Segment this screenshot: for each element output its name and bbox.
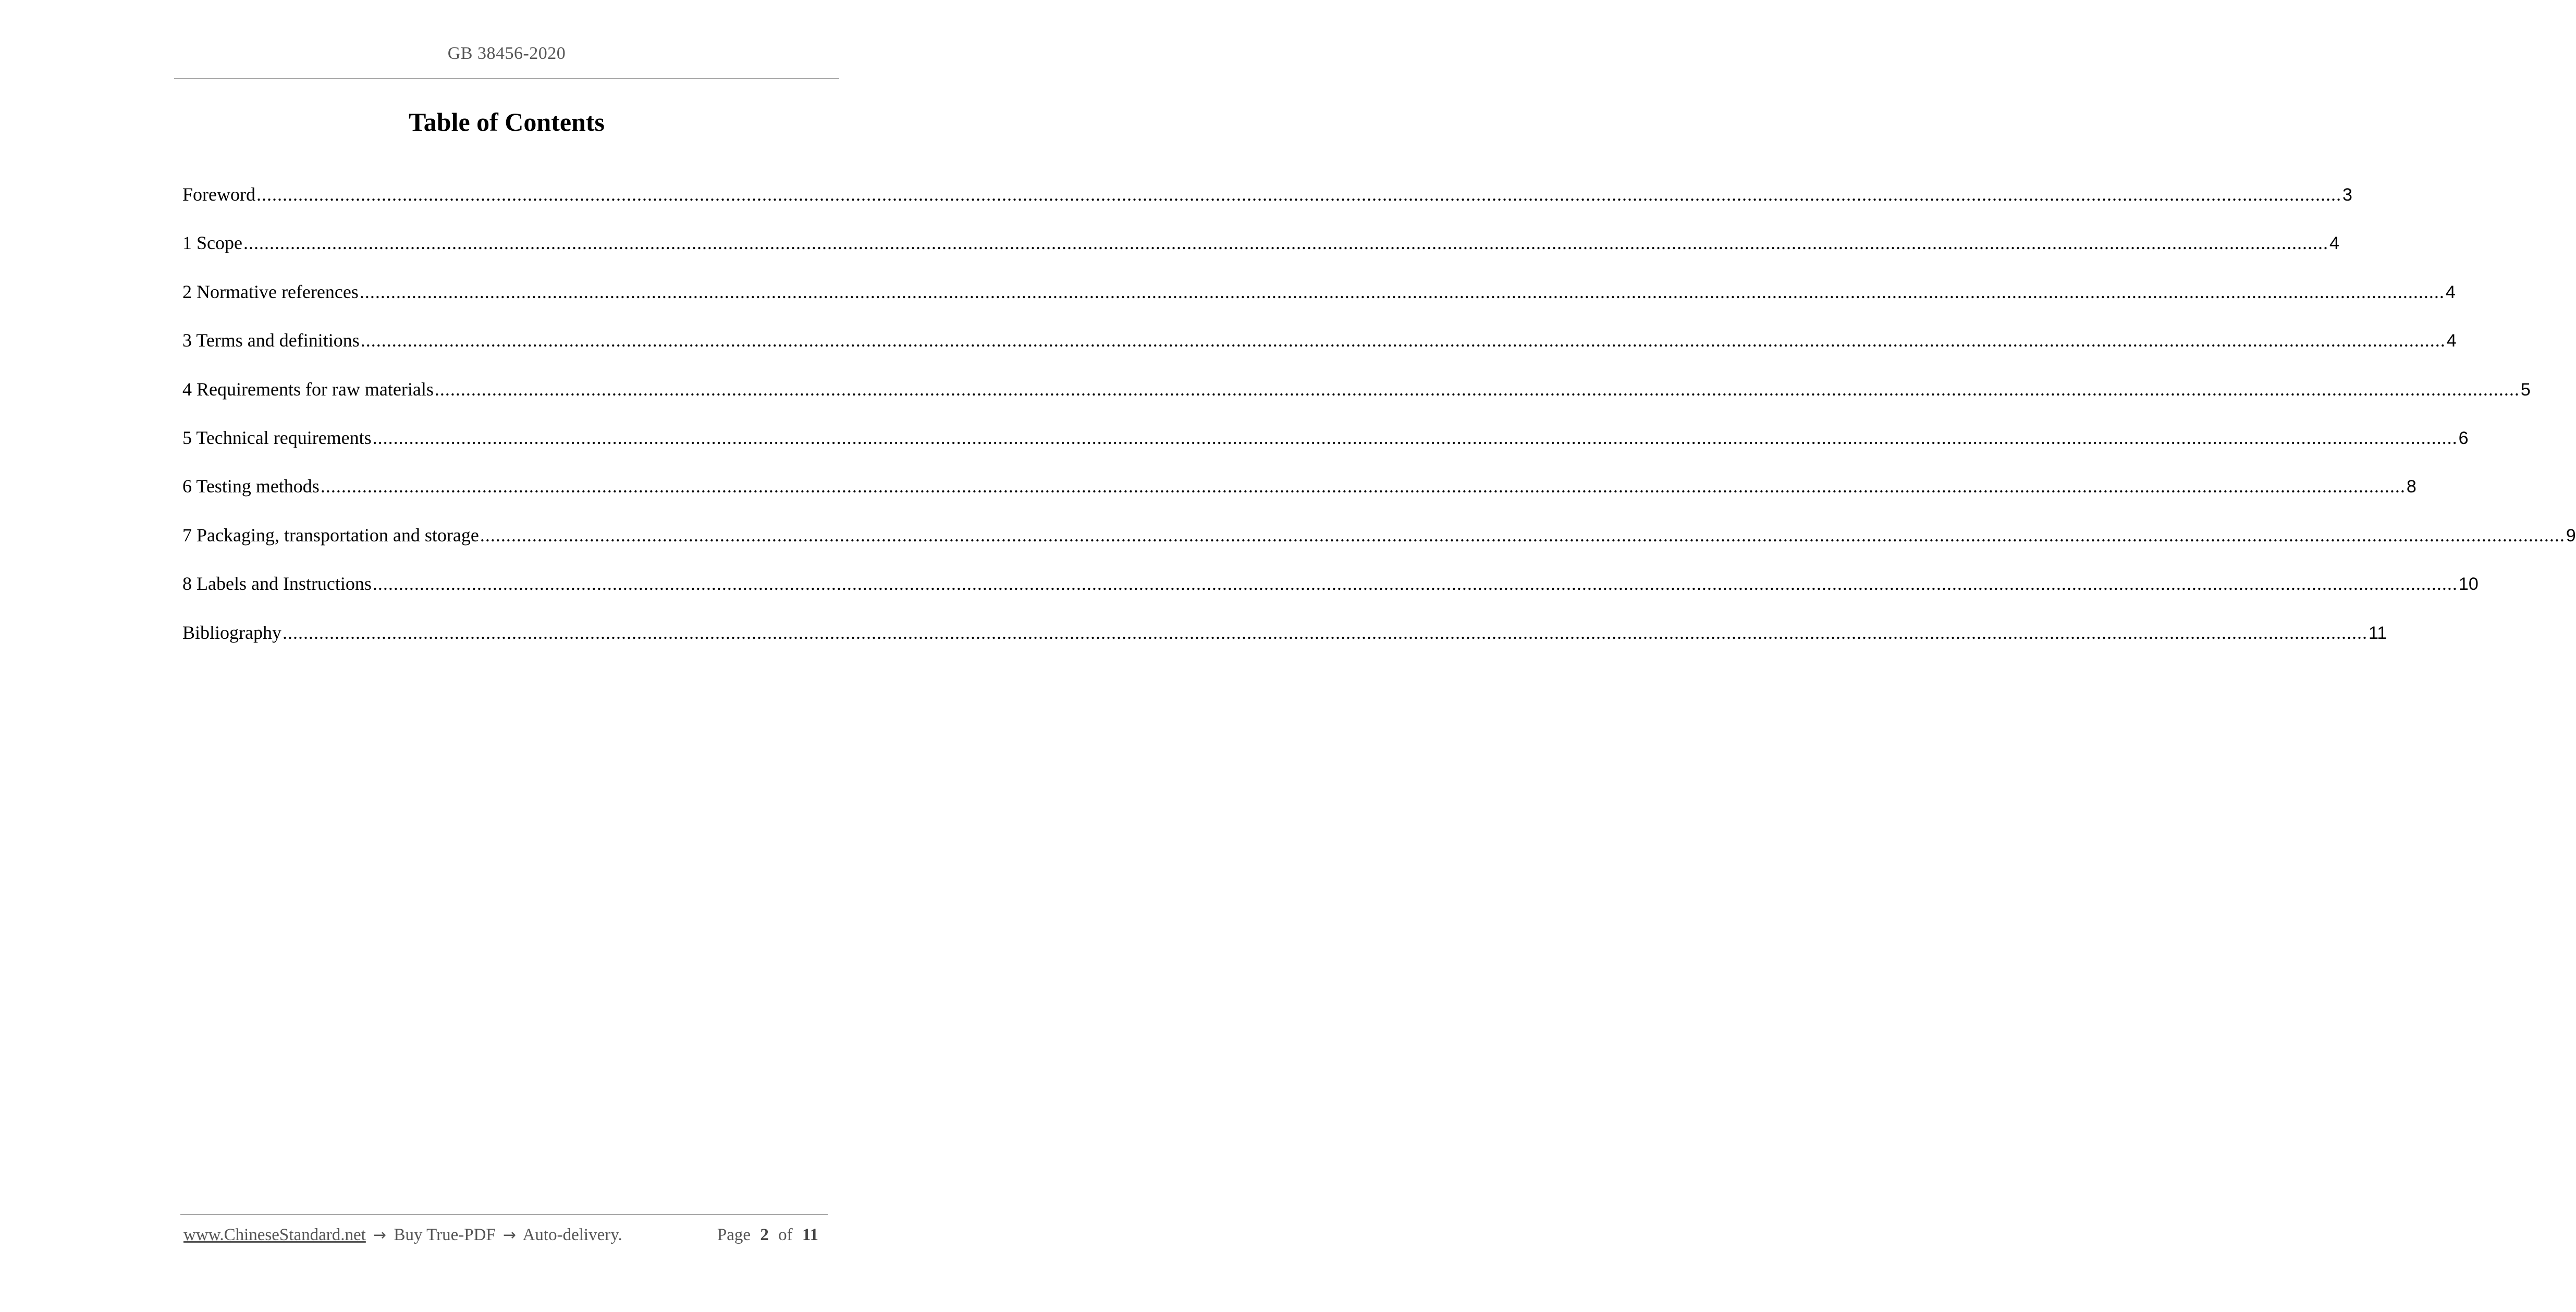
toc-dot-leader: ................................................................................................................................................................................................................................................................................................................................................................................................................	[434, 378, 2520, 400]
current-page-number: 2	[760, 1226, 769, 1244]
toc-entry-label: 3 Terms and definitions	[182, 330, 360, 351]
toc-entry-label: 6 Testing methods	[182, 476, 320, 497]
toc-entry-labels-and-instructions[interactable]	[182, 573, 2479, 621]
toc-entry-requirements-raw-materials[interactable]	[182, 378, 2531, 427]
toc-entry-label: 2 Normative references	[182, 281, 359, 302]
toc-entry-testing-methods[interactable]	[182, 475, 2416, 524]
total-pages-number: 11	[802, 1226, 818, 1244]
header-divider	[174, 78, 839, 79]
toc-dot-leader: ................................................................................................................................................................................................................................................................................................................................................................................................................	[320, 476, 2406, 497]
site-link[interactable]: www.ChineseStandard.net	[183, 1226, 366, 1244]
toc-dot-leader: ................................................................................................................................................................................................................................................................................................................................................................................................................	[360, 330, 2446, 351]
toc-entry-page: 9	[2566, 525, 2576, 546]
toc-title: Table of Contents	[409, 107, 605, 137]
toc-dot-leader: ................................................................................................................................................................................................................................................................................................................................................................................................................	[243, 232, 2328, 254]
toc-entry-label: 7 Packaging, transportation and storage	[182, 524, 479, 546]
toc-entry-label: Foreword	[182, 184, 255, 205]
footer-divider	[180, 1214, 828, 1215]
toc-dot-leader: ................................................................................................................................................................................................................................................................................................................................................................................................................	[256, 184, 2341, 205]
page-header-standard-code: GB 38456-2020	[447, 44, 566, 63]
toc-dot-leader: ................................................................................................................................................................................................................................................................................................................................................................................................................	[480, 524, 2565, 546]
toc-list	[182, 183, 2576, 670]
toc-entry-page: 4	[2329, 233, 2339, 254]
toc-entry-page: 5	[2520, 379, 2531, 400]
toc-entry-terms-and-definitions[interactable]	[182, 329, 2457, 378]
of-word: of	[778, 1226, 793, 1244]
toc-dot-leader: ................................................................................................................................................................................................................................................................................................................................................................................................................	[372, 573, 2458, 595]
page-word: Page	[717, 1226, 751, 1244]
toc-entry-page: 3	[2342, 185, 2352, 205]
arrow-right-icon: →	[503, 1226, 517, 1244]
toc-entry-technical-requirements[interactable]	[182, 427, 2469, 475]
toc-entry-label: 4 Requirements for raw materials	[182, 378, 434, 400]
toc-entry-foreword[interactable]	[182, 183, 2352, 232]
toc-entry-scope[interactable]	[182, 232, 2339, 280]
toc-entry-packaging-transportation-storage[interactable]	[182, 524, 2576, 573]
toc-entry-bibliography[interactable]	[182, 622, 2387, 670]
toc-entry-page: 4	[2446, 331, 2457, 351]
toc-entry-page: 4	[2445, 282, 2456, 302]
toc-entry-label: 5 Technical requirements	[182, 427, 372, 448]
toc-entry-page: 8	[2406, 477, 2416, 497]
arrow-right-icon: →	[373, 1226, 387, 1244]
toc-entry-page: 10	[2458, 574, 2479, 595]
toc-entry-label: 1 Scope	[182, 232, 242, 254]
footer-promo	[183, 1226, 622, 1245]
toc-dot-leader: ................................................................................................................................................................................................................................................................................................................................................................................................................	[359, 281, 2445, 302]
toc-entry-page: 6	[2458, 428, 2469, 448]
page-number	[717, 1226, 824, 1245]
toc-dot-leader: ................................................................................................................................................................................................................................................................................................................................................................................................................	[282, 622, 2368, 643]
toc-entry-label: 8 Labels and Instructions	[182, 573, 372, 595]
toc-entry-page: 11	[2368, 623, 2387, 643]
toc-entry-label: Bibliography	[182, 622, 281, 643]
footer-step-buy: Buy True-PDF	[394, 1226, 496, 1244]
toc-dot-leader: ................................................................................................................................................................................................................................................................................................................................................................................................................	[372, 427, 2458, 448]
toc-entry-normative-references[interactable]	[182, 281, 2456, 329]
footer-step-delivery: Auto-delivery.	[522, 1226, 622, 1244]
